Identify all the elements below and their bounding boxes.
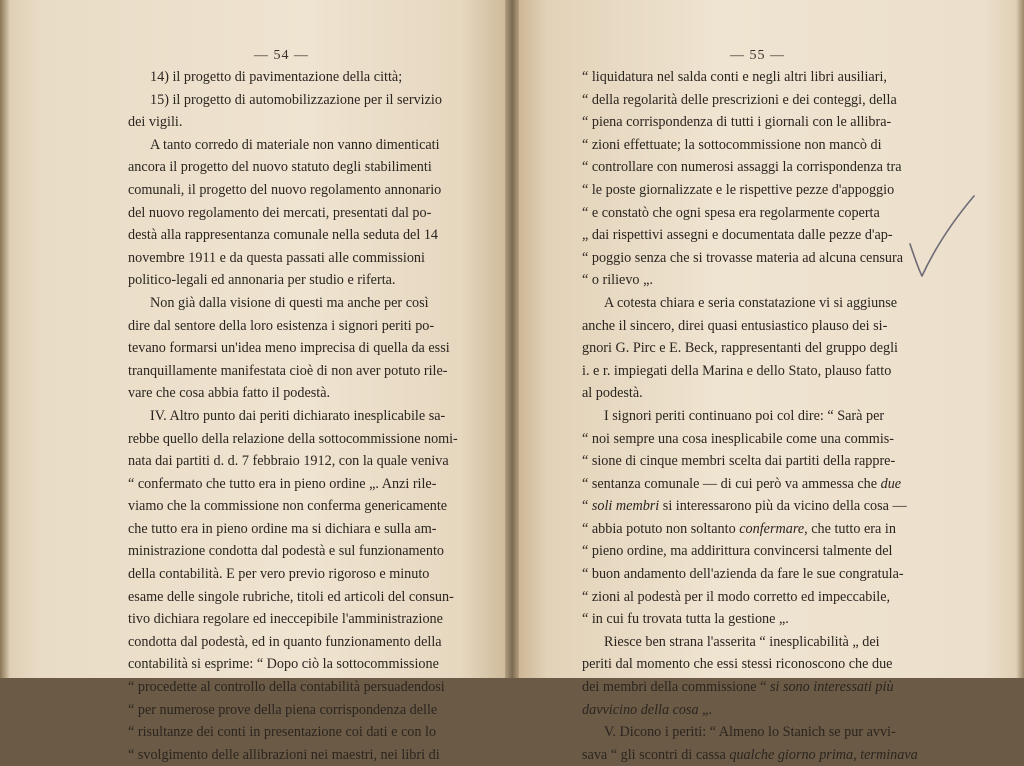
text-span: al podestà.: [582, 385, 643, 402]
text-span: anche il sincero, direi quasi entusiastico plauso dei si-: [582, 317, 888, 334]
right-page: [512, 0, 1024, 763]
text-line: ancora il progetto del nuovo statuto degli stabilimenti: [128, 159, 432, 176]
text-span: “ in cui fu trovata tutta la gestione „.: [582, 611, 789, 628]
text-line: [582, 134, 918, 157]
text-line: [582, 247, 918, 270]
text-line: [582, 473, 918, 496]
text-span: si interessarono più da vicino della cosa —: [659, 498, 907, 515]
text-span: “ o rilievo „.: [582, 272, 653, 289]
text-line: dei vigili.: [128, 114, 183, 131]
text-line: politico-legali ed annonaria per studio e riferta.: [128, 272, 396, 289]
text-line: “ procedette al controllo della contabilità persuadendosi: [128, 679, 445, 696]
text-line: “ svolgimento delle allibrazioni nei maestri, nei libri di: [128, 746, 440, 763]
text-line: [582, 540, 918, 563]
text-line: dire dal sentore della loro esistenza i signori periti po-: [128, 317, 435, 334]
text-span: , che tutto era in: [804, 520, 896, 537]
text-line: [582, 89, 918, 112]
text-line: rebbe quello della relazione della sottocommissione nomi-: [128, 430, 458, 447]
text-span: „ dai rispettivi assegni e documentata dalle pezze d'ap-: [582, 227, 893, 244]
text-line: A tanto corredo di materiale non vanno dimenticati: [150, 136, 440, 153]
text-line: contabilità si esprime: “ Dopo ciò la sottocommissione: [128, 656, 439, 673]
text-span: sava “ gli scontri di cassa: [582, 746, 730, 763]
book-gutter: [505, 0, 519, 678]
text-line: [582, 450, 918, 473]
text-line: [582, 676, 918, 699]
text-span: Riesce ben strana l'asserita “ inesplicabilità „ dei: [604, 633, 880, 650]
text-line: [582, 518, 918, 541]
text-span: “ pieno ordine, ma addirittura convincersi talmente del: [582, 543, 893, 560]
text-span: “ poggio senza che si trovasse materia ad alcuna censura: [582, 249, 904, 266]
text-line: [582, 699, 918, 722]
text-line: [582, 721, 918, 744]
text-line: [582, 405, 918, 428]
text-span: periti dal momento che essi stessi riconoscono che due: [582, 656, 893, 673]
text-span: “ sione di cinque membri scelta dai partiti della rappre-: [582, 453, 896, 470]
text-span: “ controllare con numerosi assaggi la corrispondenza tra: [582, 159, 902, 176]
left-page: [0, 0, 512, 763]
text-line: esame delle singole rubriche, titoli ed articoli del consun-: [128, 588, 454, 605]
text-span: A cotesta chiara e seria constatazione vi si aggiunse: [604, 294, 898, 311]
italic-text: confermare: [739, 520, 805, 537]
text-span: “ le poste giornalizzate e le rispettive pezze d'appoggio: [582, 181, 895, 198]
text-line: della contabilità. E per vero previo rigoroso e minuto: [128, 566, 430, 583]
page-number: — 54 —: [254, 48, 309, 63]
text-line: tivo dichiara regolare ed ineccepibile l'amministrazione: [128, 611, 443, 628]
text-span: “ noi sempre una cosa inesplicabile come una commis-: [582, 430, 895, 447]
page-edge: [1016, 0, 1024, 678]
text-span: i. e r. impiegati della Marina e dello Stato, plauso fatto: [582, 362, 892, 379]
text-line: [582, 360, 918, 383]
text-line: [582, 563, 918, 586]
text-line: destà alla rappresentanza comunale nella seduta del 14: [128, 227, 439, 244]
text-span: gnori G. Pirc e E. Beck, rappresentanti del gruppo degli: [582, 340, 898, 357]
text-span: I signori periti continuano poi col dire: “ Sarà per: [604, 407, 885, 424]
text-line: “ per numerose prove della piena corrispondenza delle: [128, 701, 438, 718]
text-span: “ liquidatura nel salda conti e negli altri libri ausiliari,: [582, 69, 887, 85]
text-line: [582, 631, 918, 654]
text-line: [582, 156, 918, 179]
text-line: ministrazione condotta dal podestà e sul funzionamento: [128, 543, 444, 560]
text-line: [582, 586, 918, 609]
text-line: 14) il progetto di pavimentazione della città;: [150, 69, 403, 85]
text-line: [582, 382, 918, 405]
text-span: dei membri della commissione “: [582, 679, 770, 696]
text-line: [582, 179, 918, 202]
text-line: tevano formarsi un'idea meno imprecisa di quella da essi: [128, 340, 450, 357]
text-line: “ risultanze dei conti in presentazione coi dati e con lo: [128, 724, 437, 741]
italic-text: due: [880, 475, 902, 492]
text-span: “: [582, 498, 592, 515]
text-span: “ sentanza comunale — di cui però va ammessa che: [582, 475, 881, 492]
text-line: [582, 202, 918, 225]
text-line: nata dai partiti d. d. 7 febbraio 1912, con la quale veniva: [128, 453, 449, 470]
text-line: [582, 608, 918, 631]
text-line: [582, 653, 918, 676]
text-span: “ buon andamento dell'azienda da fare le sue congratula-: [582, 566, 904, 583]
text-line: IV. Altro punto dai periti dichiarato inesplicabile sa-: [150, 407, 446, 424]
italic-text: qualche giorno prima, terminava: [729, 746, 918, 763]
text-line: novembre 1911 e da questa passati alle commissioni: [128, 249, 425, 266]
text-line: “ confermato che tutto era in pieno ordine „. Anzi rile-: [128, 475, 437, 492]
text-span: “ e constatò che ogni spesa era regolarmente coperta: [582, 204, 880, 221]
text-line: [582, 111, 918, 134]
text-line: che tutto era in pieno ordine ma si dichiara e sulla am-: [128, 520, 437, 537]
text-span: V. Dicono i periti: “ Almeno lo Stanich se pur avvi-: [604, 724, 896, 741]
text-line: 15) il progetto di automobilizzazione per il servizio: [150, 91, 442, 108]
text-line: [582, 744, 918, 766]
text-line: [582, 428, 918, 451]
italic-text: si sono interessati più: [769, 679, 894, 696]
text-line: vare che cosa abbia fatto il podestà.: [128, 385, 331, 402]
text-span: “ della regolarità delle prescrizioni e dei conteggi, della: [582, 91, 897, 108]
text-span: “ zioni effettuate; la sottocommissione non mancò di: [582, 136, 882, 153]
text-line: [582, 269, 918, 292]
text-line: [582, 292, 918, 315]
text-line: [582, 337, 918, 360]
text-line: viamo che la commissione non conferma genericamente: [128, 498, 448, 515]
text-line: [582, 495, 918, 518]
italic-text: davvicino della cosa: [582, 701, 699, 718]
page-edge: [0, 0, 10, 678]
text-span: „.: [698, 701, 713, 718]
text-line: comunali, il progetto del nuovo regolamento annonario: [128, 181, 442, 198]
pencil-checkmark-icon: [900, 186, 980, 286]
italic-text: soli membri: [591, 498, 660, 515]
text-line: condotta dal podestà, ed in quanto funzionamento della: [128, 633, 442, 650]
text-span: “ abbia potuto non soltanto: [582, 520, 740, 537]
right-page-text: [582, 66, 918, 766]
text-span: “ piena corrispondenza di tutti i giornali con le allibra-: [582, 114, 892, 131]
text-line: [582, 66, 918, 89]
text-line: [582, 224, 918, 247]
text-line: Non già dalla visione di questi ma anche per così: [150, 294, 429, 311]
left-page-text: [128, 66, 458, 766]
text-line: tranquillamente manifestata cioè di non aver potuto rile-: [128, 362, 448, 379]
page-number: — 55 —: [730, 48, 785, 63]
text-line: [582, 315, 918, 338]
text-line: del nuovo regolamento dei mercati, presentati dal po-: [128, 204, 432, 221]
text-span: “ zioni al podestà per il modo corretto ed impeccabile,: [582, 588, 891, 605]
